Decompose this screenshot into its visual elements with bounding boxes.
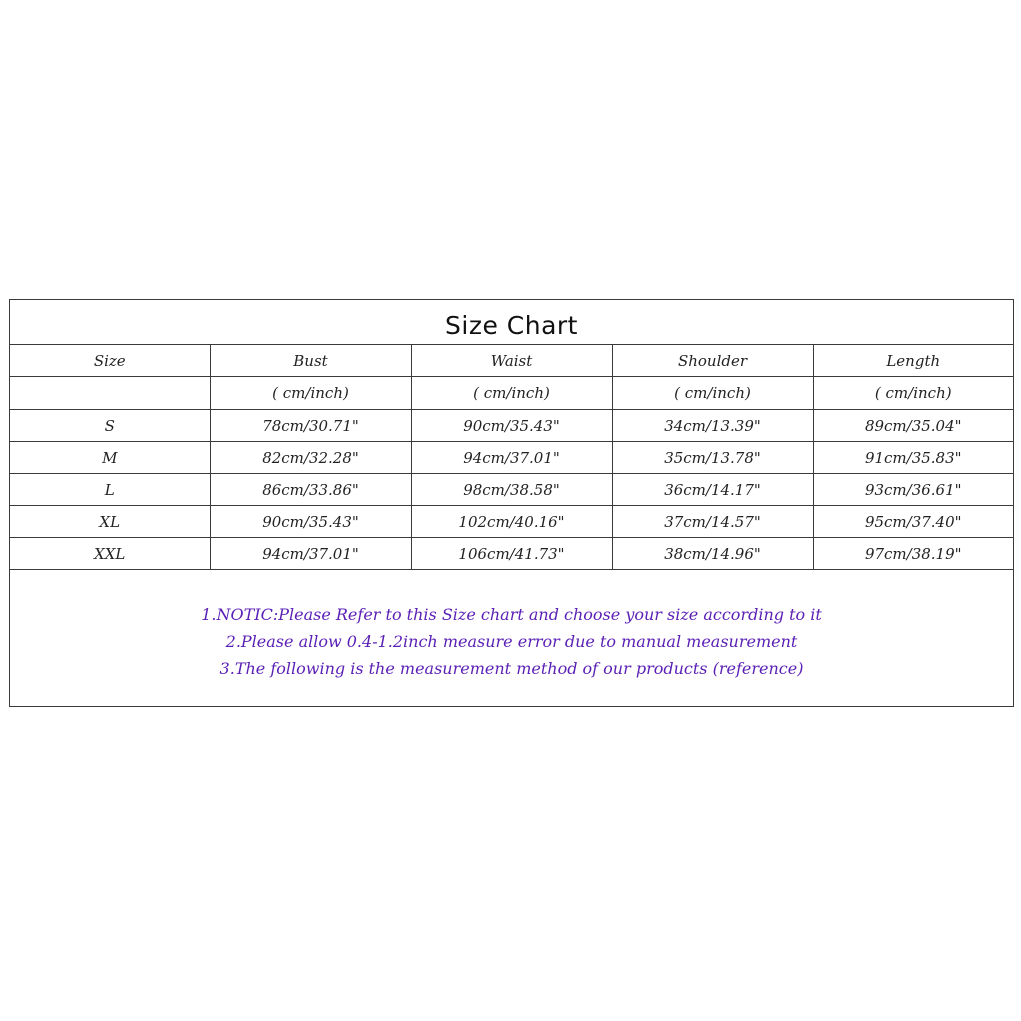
unit-cell — [10, 377, 210, 410]
column-header-bust: Bust — [210, 345, 411, 377]
table-cell: 34cm/13.39" — [612, 410, 813, 442]
chart-title: Size Chart — [10, 300, 1013, 345]
column-header-waist: Waist — [411, 345, 612, 377]
table-cell: 98cm/38.58" — [411, 474, 612, 506]
units-row — [10, 377, 1013, 410]
table-cell: 90cm/35.43" — [411, 410, 612, 442]
table-row — [10, 442, 1013, 474]
header-row — [10, 345, 1013, 377]
size-chart — [9, 299, 1014, 707]
table-row — [10, 506, 1013, 538]
size-label: XL — [10, 506, 210, 538]
unit-cell: ( cm/inch) — [813, 377, 1013, 410]
column-header-size: Size — [10, 345, 210, 377]
table-cell: 78cm/30.71" — [210, 410, 411, 442]
table-row — [10, 410, 1013, 442]
table-cell: 35cm/13.78" — [612, 442, 813, 474]
note-line: 1.NOTIC:Please Refer to this Size chart and choose your size according to it — [201, 604, 822, 624]
table-cell: 94cm/37.01" — [210, 538, 411, 570]
table-cell: 95cm/37.40" — [813, 506, 1013, 538]
size-label: M — [10, 442, 210, 474]
table-cell: 94cm/37.01" — [411, 442, 612, 474]
table-cell: 106cm/41.73" — [411, 538, 612, 570]
table-cell: 38cm/14.96" — [612, 538, 813, 570]
note-line: 3.The following is the measurement method of our products (reference) — [219, 658, 804, 678]
unit-cell: ( cm/inch) — [210, 377, 411, 410]
table-cell: 97cm/38.19" — [813, 538, 1013, 570]
table-row — [10, 538, 1013, 570]
size-label: L — [10, 474, 210, 506]
size-label: S — [10, 410, 210, 442]
table-cell: 37cm/14.57" — [612, 506, 813, 538]
column-header-length: Length — [813, 345, 1013, 377]
column-header-shoulder: Shoulder — [612, 345, 813, 377]
table-cell: 89cm/35.04" — [813, 410, 1013, 442]
table-row — [10, 474, 1013, 506]
unit-cell: ( cm/inch) — [612, 377, 813, 410]
table-cell: 93cm/36.61" — [813, 474, 1013, 506]
table-cell: 91cm/35.83" — [813, 442, 1013, 474]
notes-section — [10, 570, 1013, 706]
unit-cell: ( cm/inch) — [411, 377, 612, 410]
size-table — [10, 345, 1013, 570]
table-cell: 36cm/14.17" — [612, 474, 813, 506]
size-label: XXL — [10, 538, 210, 570]
note-line: 2.Please allow 0.4-1.2inch measure error due to manual measurement — [225, 631, 798, 651]
table-cell: 86cm/33.86" — [210, 474, 411, 506]
table-cell: 90cm/35.43" — [210, 506, 411, 538]
table-cell: 102cm/40.16" — [411, 506, 612, 538]
table-cell: 82cm/32.28" — [210, 442, 411, 474]
